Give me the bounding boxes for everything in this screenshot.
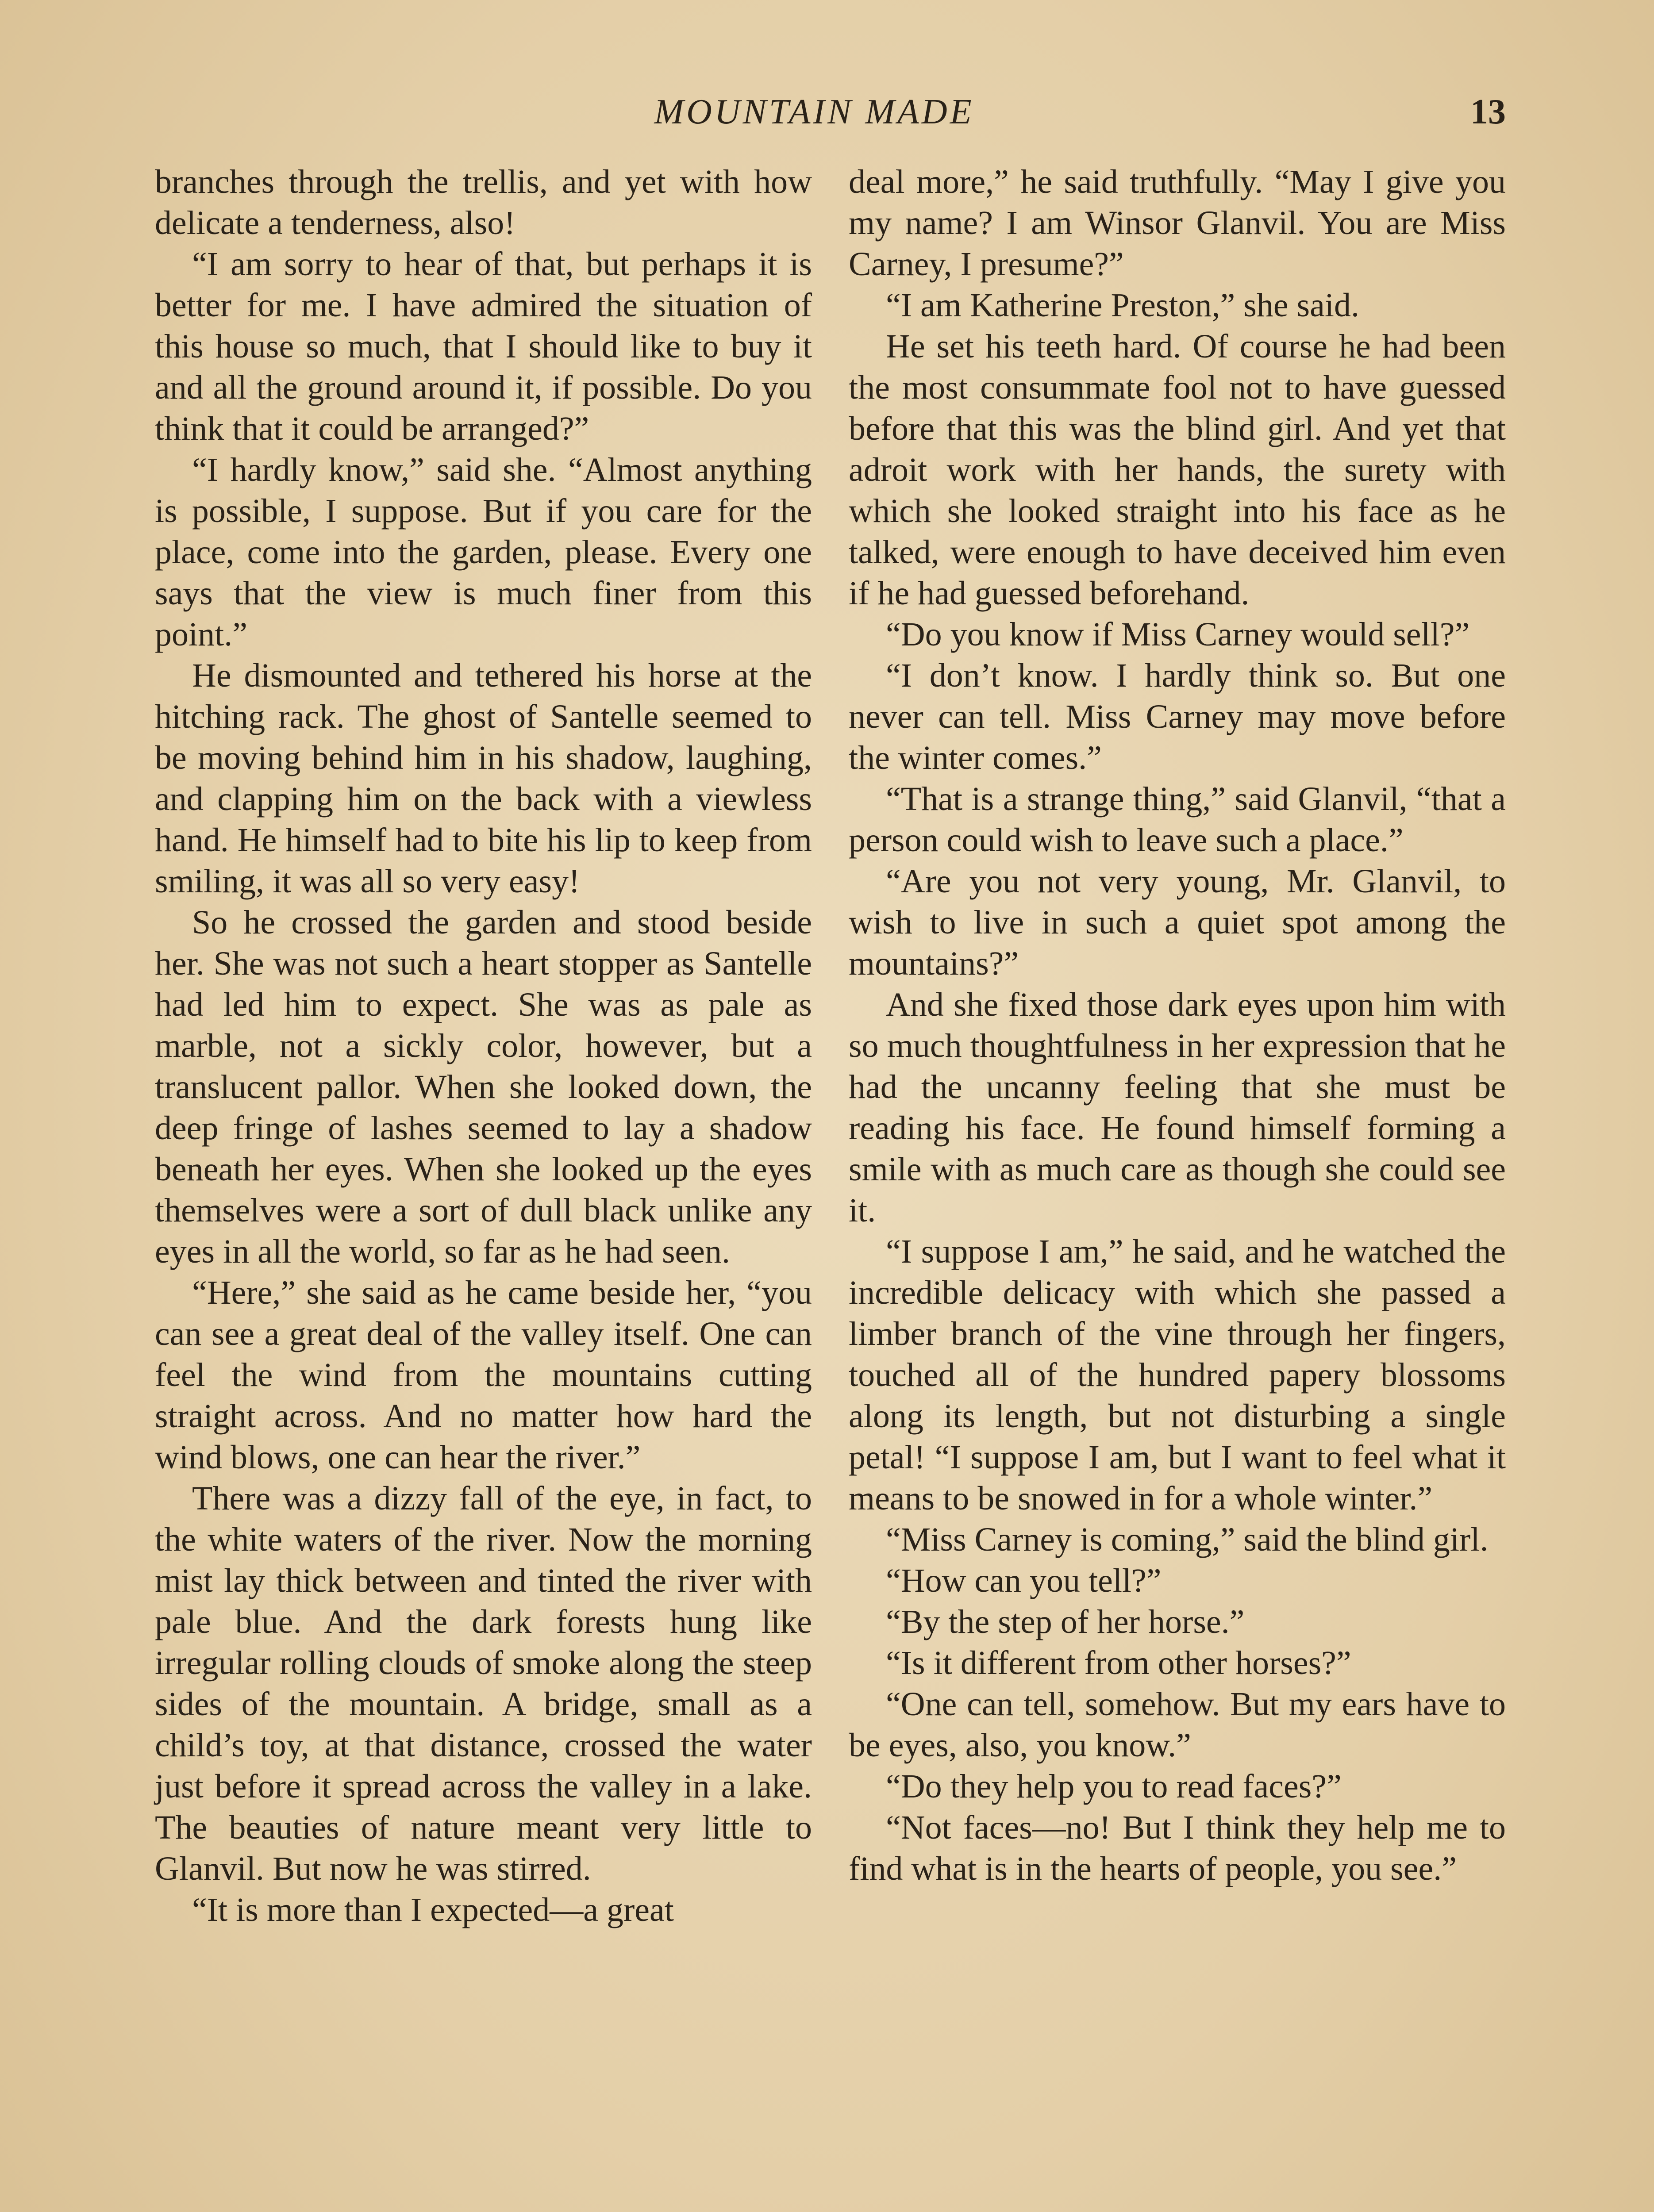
paragraph: “Is it different from other horses?” (886, 1644, 1351, 1682)
paragraph: “Do they help you to read faces?” (886, 1768, 1342, 1805)
paragraph: And she fixed those dark eyes upon him with so much thoughtfulness in her expression that he had the uncanny feeling that she must be reading his face. He found himself forming a smile with as much care as though she could see it. (849, 986, 1506, 1229)
paragraph: “I suppose I am,” he said, and he watched the incredible delicacy with which she passed a limber branch of the vine through her fingers, touched all of the hundred papery blossoms along its length, but not disturbing a single petal! “I suppose I am, but I want to feel what it means to be snowed in for a whole winter.” (849, 1233, 1506, 1517)
paragraph: “Are you not very young, Mr. Glanvil, to wish to live in such a quiet spot among the mountains?” (849, 863, 1506, 982)
paragraph: “Miss Carney is coming,” said the blind girl. (886, 1521, 1489, 1558)
paragraph: “How can you tell?” (886, 1562, 1162, 1599)
paragraph: “I am sorry to hear of that, but perhaps it is better for me. I have admired the situation of this house so much, that I should like to buy it and all the ground around it, if possible. Do you think that it could be arranged?” (155, 246, 812, 447)
paragraph: “It is more than I expected—a great (192, 1891, 674, 1928)
paragraph: “By the step of her horse.” (886, 1603, 1245, 1640)
page-number: 13 (1470, 92, 1506, 131)
paragraph: “Here,” she said as he came beside her, “you can see a great deal of the valley itself. One can feel the wind from the mountains cutting straight across. And no matter how hard the wind blows, one can hear the river.” (155, 1274, 812, 1476)
right-text-column (849, 161, 1506, 2212)
paragraph: There was a dizzy fall of the eye, in fact, to the white waters of the river. Now the morning mist lay thick between and tinted the river with pale blue. And the dark forests hung like irregular rolling clouds of smoke along the steep sides of the mountain. A bridge, small as a child’s toy, at that distance, crossed the water just before it spread across the valley in a lake. The beauties of nature meant very little to Glanvil. But now he was stirred. (155, 1480, 812, 1887)
paragraph: He set his teeth hard. Of course he had been the most consummate fool not to have guessed before that this was the blind girl. And yet that adroit work with her hands, the surety with which she looked straight into his face as he talked, were enough to have deceived him even if he had guessed beforehand. (849, 328, 1506, 612)
paragraph: “Not faces—no! But I think they help me to find what is in the hearts of people, you see.” (849, 1809, 1506, 1887)
page-header (0, 88, 1654, 136)
running-title: MOUNTAIN MADE (654, 92, 974, 131)
paragraph: “That is a strange thing,” said Glanvil, “that a person could wish to leave such a place.” (849, 780, 1506, 859)
paragraph: “I don’t know. I hardly think so. But one never can tell. Miss Carney may move before the winter comes.” (849, 657, 1506, 776)
paragraph: branches through the trellis, and yet with how delicate a tenderness, also! (155, 163, 812, 242)
paragraph: “I hardly know,” said she. “Almost anything is possible, I suppose. But if you care for the place, come into the garden, please. Every one says that the view is much finer from this point.” (155, 451, 812, 653)
paragraph: deal more,” he said truthfully. “May I give you my name? I am Winsor Glanvil. You are Miss Carney, I presume?” (849, 163, 1506, 283)
paragraph: “Do you know if Miss Carney would sell?” (886, 616, 1470, 653)
paragraph: “I am Katherine Preston,” she said. (886, 287, 1359, 324)
paragraph: “One can tell, somehow. But my ears have to be eyes, also, you know.” (849, 1686, 1506, 1764)
paragraph: He dismounted and tethered his horse at the hitching rack. The ghost of Santelle seemed to be moving behind him in his shadow, laughing, and clapping him on the back with a viewless hand. He himself had to bite his lip to keep from smiling, it was all so very easy! (155, 657, 812, 900)
paragraph: So he crossed the garden and stood beside her. She was not such a heart stopper as Santelle had led him to expect. She was as pale as marble, not a sickly color, however, but a translucent pallor. When she looked down, the deep fringe of lashes seemed to lay a shadow beneath her eyes. When she looked up the eyes themselves were a sort of dull black unlike any eyes in all the world, so far as he had seen. (155, 904, 812, 1270)
left-text-column (155, 161, 812, 2212)
